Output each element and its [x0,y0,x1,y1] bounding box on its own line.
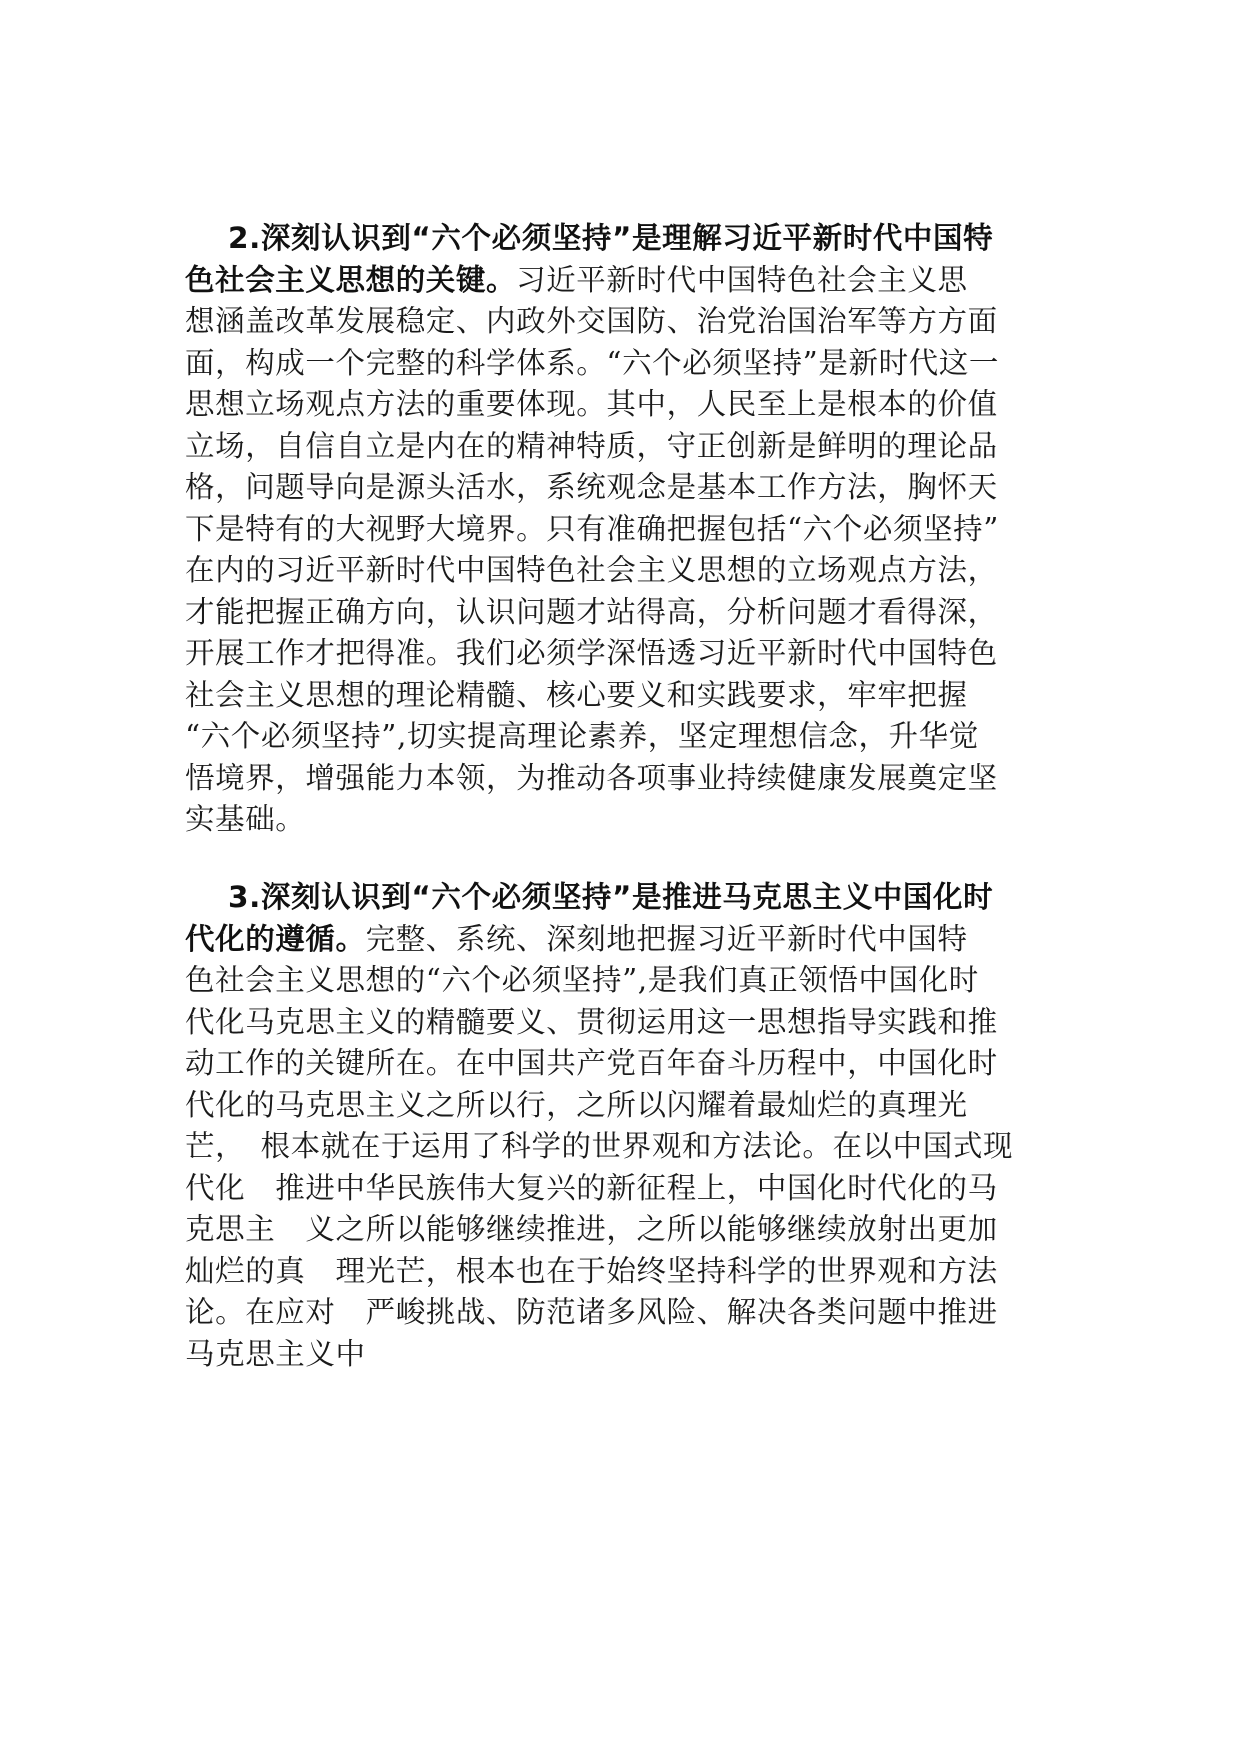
body-text: 完整、系统、深刻地把握习近平新时代中国特 [365,921,968,956]
paragraph-line [185,1085,1065,1127]
heading-text: 色社会主义思想的关键。 [185,262,517,297]
body-text: 悟境界，增强能力本领，为推动各项事业持续健康发展奠定坚 [185,760,998,795]
body-text: 代化马克思主义的精髓要义、贯彻运用这一思想指导实践和推 [185,1004,998,1039]
body-text: 下是特有的大视野大境界。只有准确把握包括“六个必须坚持” [185,511,999,546]
paragraph-line [185,799,1065,841]
paragraph-line [185,1209,1065,1251]
paragraph-line [185,509,1065,551]
body-text: 才能把握正确方向，认识问题才站得高，分析问题才看得深， [185,594,998,629]
paragraph-line [185,1292,1065,1334]
heading-text: 2.深刻认识到“六个必须坚持”是理解习近平新时代中国特 [228,221,994,255]
body-text: 论。在应对 严峻挑战、防范诸多风险、解决各类问题中推进 [185,1295,998,1329]
body-text: “六个必须坚持”,切实提高理论素养，坚定理想信念，升华觉 [185,719,979,753]
paragraph-line [185,1002,1065,1044]
body-text: 习近平新时代中国特色社会主义思 [516,262,968,297]
body-text: 面，构成一个完整的科学体系。“六个必须坚持”是新时代这一 [185,345,999,380]
paragraph-line [185,1126,1065,1168]
body-text: 社会主义思想的理论精髓、核心要义和实践要求，牢牢把握 [185,677,968,712]
paragraph-line [185,301,1065,343]
paragraph-line [185,426,1065,468]
paragraph-line [185,758,1065,800]
body-text: 克思主 义之所以能够继续推进，之所以能够继续放射出更加 [185,1212,998,1246]
paragraph-line [185,384,1065,426]
paragraph-line [185,592,1065,634]
paragraph-line [185,550,1065,592]
heading-text: 3.深刻认识到“六个必须坚持”是推进马克思主义中国化时 [228,880,994,914]
heading-text: 代化的遵循。 [185,921,366,956]
paragraph-line [185,1251,1065,1293]
paragraph-line [185,1043,1065,1085]
paragraph-line [185,960,1065,1002]
paragraph-line [185,1334,1065,1376]
body-text: 芒， 根本就在于运用了科学的世界观和方法论。在以中国式现 [185,1129,1014,1163]
body-text: 在内的习近平新时代中国特色社会主义思想的立场观点方法， [185,553,998,587]
body-text: 代化的马克思主义之所以行，之所以闪耀着最灿烂的真理光 [185,1087,968,1122]
body-text: 想涵盖改革发展稳定、内政外交国防、治党治国治军等方方面 [185,304,998,338]
body-text: 实基础。 [185,802,306,836]
body-text: 思想立场观点方法的重要体现。其中，人民至上是根本的价值 [185,387,998,421]
body-text: 代化 推进中华民族伟大复兴的新征程上，中国化时代化的马 [185,1170,998,1205]
paragraph-line [185,675,1065,717]
body-text: 动工作的关键所在。在中国共产党百年奋斗历程中，中国化时 [185,1046,998,1080]
paragraph-line [185,919,1065,961]
body-text: 格，问题导向是源头活水，系统观念是基本工作方法，胸怀天 [185,470,998,504]
paragraph-line [185,633,1065,675]
body-text: 开展工作才把得准。我们必须学深悟透习近平新时代中国特色 [185,636,998,670]
paragraph-line [185,716,1065,758]
paragraph-line [185,260,1065,302]
paragraph-line [185,218,1065,260]
paragraph-line [185,467,1065,509]
section-3-paragraph [185,877,1065,1375]
body-text: 立场，自信自立是内在的精神特质，守正创新是鲜明的理论品 [185,428,998,463]
paragraph-line [185,343,1065,385]
body-text: 色社会主义思想的“六个必须坚持”,是我们真正领悟中国化时 [185,963,979,997]
paragraph-line [185,877,1065,919]
paragraph-line [185,1168,1065,1210]
body-text: 灿烂的真 理光芒，根本也在于始终坚持科学的世界观和方法 [185,1253,998,1288]
section-2-paragraph [185,218,1065,841]
body-text: 马克思主义中 [185,1336,366,1371]
